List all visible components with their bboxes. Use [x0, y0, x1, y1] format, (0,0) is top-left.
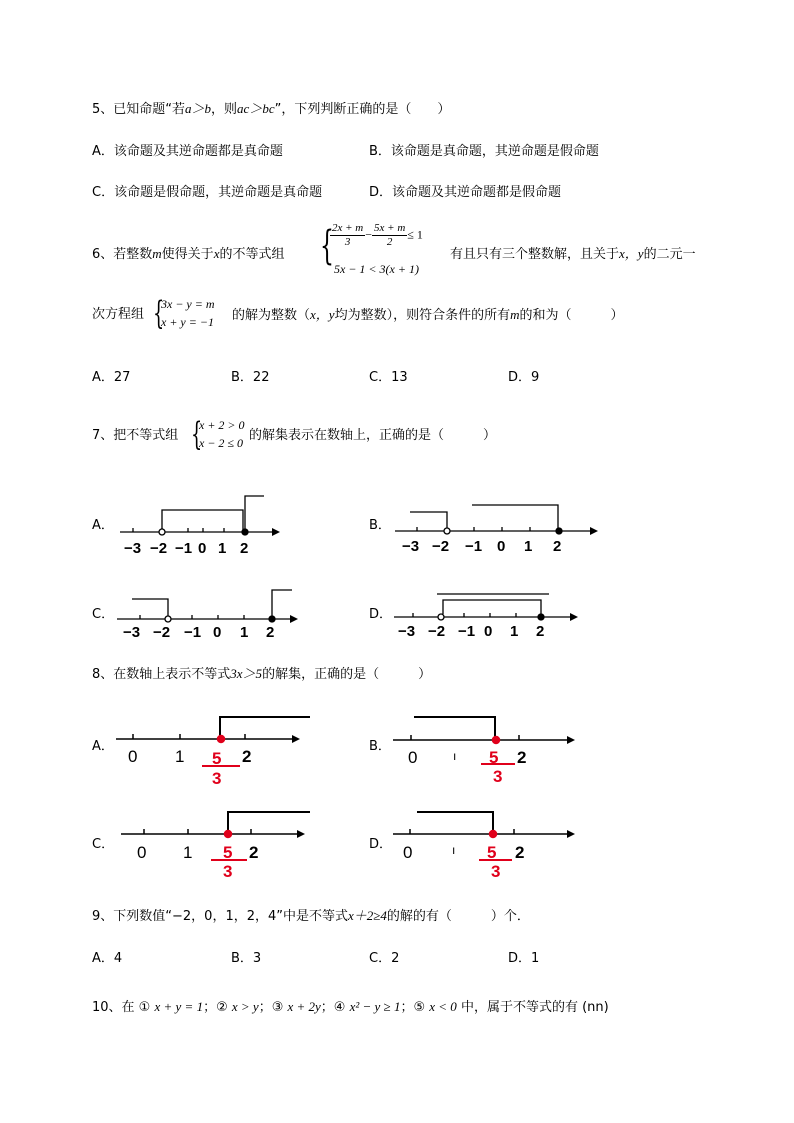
q6-vars-xy-2: x，y: [310, 307, 335, 322]
q10-text6: 中，属于不等式的有 (: [460, 1000, 588, 1015]
tick-label: 2: [242, 747, 252, 766]
fraction-numerator: 5: [212, 749, 222, 768]
q7-number-line-b: [395, 505, 598, 535]
q8-option-a-label: A．: [92, 739, 114, 754]
q8-inequality: 3x＞5: [230, 666, 263, 681]
q9-option-d: D．1: [508, 951, 540, 966]
q10-expr2: x > y: [231, 999, 259, 1014]
tick-label: 2: [536, 623, 545, 640]
q6-frac1-den: 3: [344, 236, 351, 248]
tick-label: ı: [452, 843, 456, 857]
tick-label: −3: [398, 623, 416, 640]
q5-stem-text2: ，则: [211, 102, 238, 117]
q10-text4: ；④: [320, 1000, 346, 1015]
q6-frac2-num: 5x + m: [374, 222, 406, 234]
tick-label: 1: [240, 624, 249, 641]
q8-labels-b: [408, 748, 526, 786]
q8-option-c-label: C．: [92, 837, 115, 852]
q5-option-b: B．该命题是真命题，其逆命题是假命题: [369, 144, 599, 159]
q10-text5: ；⑤: [400, 1000, 426, 1015]
q7-option-c-label: C．: [92, 607, 115, 622]
tick-label: −2: [428, 623, 446, 640]
q8-text1: 8、在数轴上表示不等式: [92, 667, 231, 682]
q6-stem-line2a: 次方程组: [92, 307, 145, 322]
q9-stem: [92, 907, 530, 926]
tick-label: 0: [137, 843, 147, 862]
tick-label: 2: [517, 748, 527, 767]
fraction-denominator: 3: [493, 767, 503, 786]
q9-option-b: B．3: [231, 951, 262, 966]
tick-label: 0: [497, 538, 506, 555]
q7-ineq1: x + 2 > 0: [199, 418, 245, 432]
q7-brace: {: [191, 415, 203, 453]
q9-inequality: x＋2≥4: [348, 908, 387, 923]
q8-stem: [92, 665, 431, 684]
q8-text2: 的解集，正确的是（ ）: [262, 667, 432, 682]
q7-ineq2: x − 2 ≤ 0: [199, 436, 244, 450]
fraction-denominator: 3: [212, 769, 222, 788]
q8-number-line-d: [393, 812, 575, 860]
q6-frac1-num: 2x + m: [332, 222, 364, 234]
q6-var-m-2: m: [510, 307, 520, 322]
q5-stem-text3: ”，下列判断正确的是（ ）: [274, 102, 451, 117]
q6-frac2-den: 2: [386, 236, 393, 248]
q8-number-line-c: [121, 812, 310, 860]
q6-text4: 有且只有三个整数解，且关于: [450, 247, 620, 262]
q8-labels-a: [128, 747, 251, 788]
tick-label: −2: [153, 624, 171, 641]
q5-conclusion: ac＞bc: [237, 101, 275, 116]
q10-expr4: x² − y ≥ 1: [349, 999, 401, 1014]
q6-text7: 的解为整数（: [232, 308, 311, 323]
tick-label: −1: [458, 623, 476, 640]
tick-label: 1: [183, 843, 193, 862]
q5-option-a: A．该命题及其逆命题都是真命题: [92, 144, 283, 159]
q10-close-paren: ): [603, 1000, 609, 1015]
tick-label: 2: [553, 538, 562, 555]
q8-number-line-b: [393, 717, 575, 764]
q6-ineq2: 5x − 1 < 3(x + 1): [334, 262, 419, 276]
tick-label: 0: [128, 747, 138, 766]
q7-number-line-a: [120, 496, 280, 536]
q6-var-m: m: [152, 246, 162, 261]
tick-label: −3: [124, 540, 142, 557]
q9-option-a: A．4: [92, 951, 123, 966]
fraction-denominator: 3: [223, 862, 233, 881]
tick-label: 2: [266, 624, 275, 641]
q8-labels-c: [137, 843, 258, 881]
q10-text3: ；③: [258, 1000, 284, 1015]
q10-blank: nn: [587, 1000, 604, 1015]
tick-label: 0: [198, 540, 207, 557]
q10-expr5: x < 0: [429, 999, 457, 1014]
q8-labels-d: [403, 843, 524, 881]
q6-eq2: x + y = −1: [161, 315, 214, 329]
tick-label: −1: [175, 540, 193, 557]
q7-stem-b: 的解集表示在数轴上，正确的是（ ）: [249, 428, 497, 443]
tick-label: −1: [465, 538, 483, 555]
tick-label: 0: [408, 748, 418, 767]
q9-option-c: C．2: [369, 951, 400, 966]
tick-label: 1: [218, 540, 227, 557]
q6-brace: {: [320, 223, 334, 269]
q7-option-d-label: D．: [369, 607, 393, 622]
q6-var-x: x: [213, 246, 220, 261]
q7-ticks-b: [402, 538, 561, 555]
q6-ineq1-rhs: ≤ 1: [407, 227, 423, 242]
q6-eq-brace: {: [153, 294, 165, 332]
q6-option-c: C．13: [369, 370, 408, 385]
fraction-numerator: 5: [489, 748, 499, 767]
tick-label: 2: [240, 540, 249, 557]
fraction-numerator: 5: [223, 843, 233, 862]
q6-text2: 使得关于: [161, 247, 214, 262]
q7-ticks-a: [124, 540, 248, 557]
tick-label: −2: [150, 540, 168, 557]
q6-option-a: A．27: [92, 370, 131, 385]
tick-label: 0: [213, 624, 222, 641]
tick-label: 1: [524, 538, 533, 555]
q6-text8: 均为整数），则符合条件的所有: [334, 308, 511, 323]
q7-stem-a: 7、把不等式组: [92, 428, 179, 443]
tick-label: 0: [403, 843, 413, 862]
q5-stem-text: 5、已知命题“若: [92, 102, 186, 117]
q8-option-b-label: B．: [369, 739, 391, 754]
tick-label: 1: [510, 623, 519, 640]
q5-option-d: D．该命题及其逆命题都是假命题: [369, 185, 562, 200]
q6-text1: 6、若整数: [92, 247, 153, 262]
tick-label: −1: [184, 624, 202, 641]
q5-premise: a＞b: [185, 101, 212, 116]
tick-label: 1: [175, 747, 185, 766]
q10-stem: [92, 998, 609, 1017]
q6-text9: 的和为（ ）: [519, 308, 624, 323]
q10-expr1: x + y = 1: [154, 999, 204, 1014]
tick-label: −2: [432, 538, 450, 555]
q10-text2: ；②: [203, 1000, 228, 1015]
q9-text1: 9、下列数值“−2，0，1，2，4”中是不等式: [92, 909, 348, 924]
q6-option-d: D．9: [508, 370, 540, 385]
q7-ticks-d: [398, 623, 544, 640]
q9-text2: 的解的有（ ）个．: [386, 909, 530, 924]
fraction-denominator: 3: [491, 862, 501, 881]
q7-option-b-label: B．: [369, 518, 391, 533]
tick-label: 2: [515, 843, 525, 862]
tick-label: 0: [484, 623, 493, 640]
q6-option-b: B．22: [231, 370, 270, 385]
q6-text3: 的不等式组: [219, 247, 285, 262]
q7-number-line-c: [117, 590, 298, 623]
q6-text5: 的二元一: [643, 247, 696, 262]
q10-text1: 10、在 ①: [92, 1000, 151, 1015]
tick-label: ı: [453, 749, 457, 763]
q7-option-a-label: A．: [92, 518, 114, 533]
q7-ticks-c: [123, 624, 274, 641]
q6-vars-xy: x，y: [619, 246, 644, 261]
q6-minus: −: [365, 227, 373, 242]
q5-option-c: C．该命题是假命题，其逆命题是真命题: [92, 185, 323, 200]
q6-eq1: 3x − y = m: [161, 297, 215, 311]
tick-label: −3: [123, 624, 141, 641]
tick-label: 2: [249, 843, 259, 862]
fraction-numerator: 5: [487, 843, 497, 862]
q7-number-line-d: [394, 594, 578, 621]
q8-option-d-label: D．: [369, 837, 393, 852]
q10-expr3: x + 2y: [287, 999, 321, 1014]
tick-label: −3: [402, 538, 420, 555]
